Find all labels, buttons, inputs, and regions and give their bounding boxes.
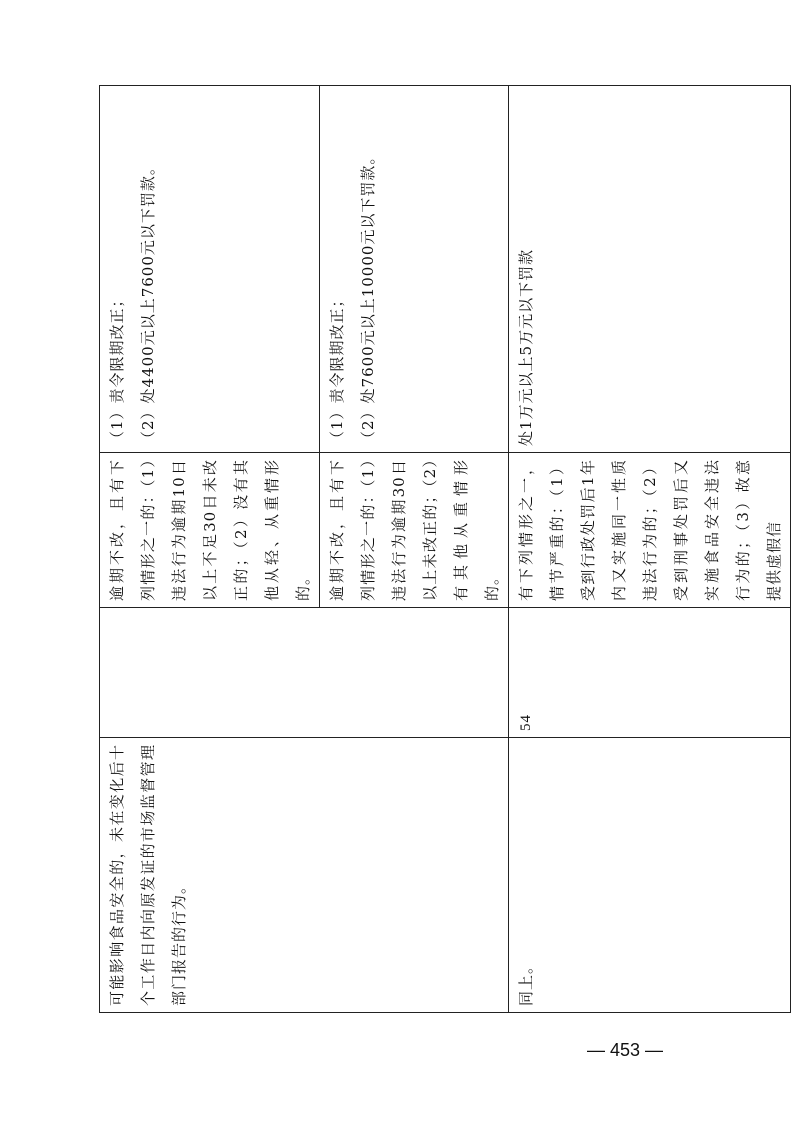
table-row <box>100 86 320 1013</box>
penalty-line: （1）责令限期改正； <box>108 291 126 446</box>
penalty-cell <box>100 86 320 453</box>
table-row <box>509 86 791 1013</box>
behavior-cell: 同上。 <box>509 738 791 1013</box>
circumstance-cell: 逾期不改，且有下列情形之一的：（1）违法行为逾期10日以上不足30日未改正的；（2）没有其他从轻、从重情形的。 <box>100 453 320 608</box>
penalty-line: （2）处7600元以上10000元以下罚款。 <box>359 148 377 446</box>
penalty-line: （1）责令限期改正； <box>328 291 346 446</box>
penalty-line: （2）处4400元以上7600元以下罚款。 <box>139 159 157 446</box>
penalty-cell <box>509 86 791 453</box>
penalty-cell <box>320 86 509 453</box>
circumstance-cell: 有下列情形之一，情节严重的：（1）受到行政处罚后1年内又实施同一性质违法行为的；（2）受到刑事处罚后又实施食品安全违法行为的；（3）故意提供虚假信 <box>509 453 791 608</box>
page-number: — 453 — <box>586 1040 664 1060</box>
number-cell: 54 <box>509 608 791 738</box>
behavior-cell: 可能影响食品安全的，未在变化后十个工作日内向原发证的市场监督管理部门报告的行为。 <box>100 738 509 1013</box>
circumstance-cell: 逾期不改，且有下列情形之一的：（1）违法行为逾期30日以上未改正的；（2）有其他从重情形的。 <box>320 453 509 608</box>
rotated-table-sheet <box>99 86 783 1013</box>
penalty-line: 处1万元以上5万元以下罚款 <box>517 248 535 446</box>
penalty-table <box>99 85 791 1013</box>
number-cell <box>100 608 509 738</box>
